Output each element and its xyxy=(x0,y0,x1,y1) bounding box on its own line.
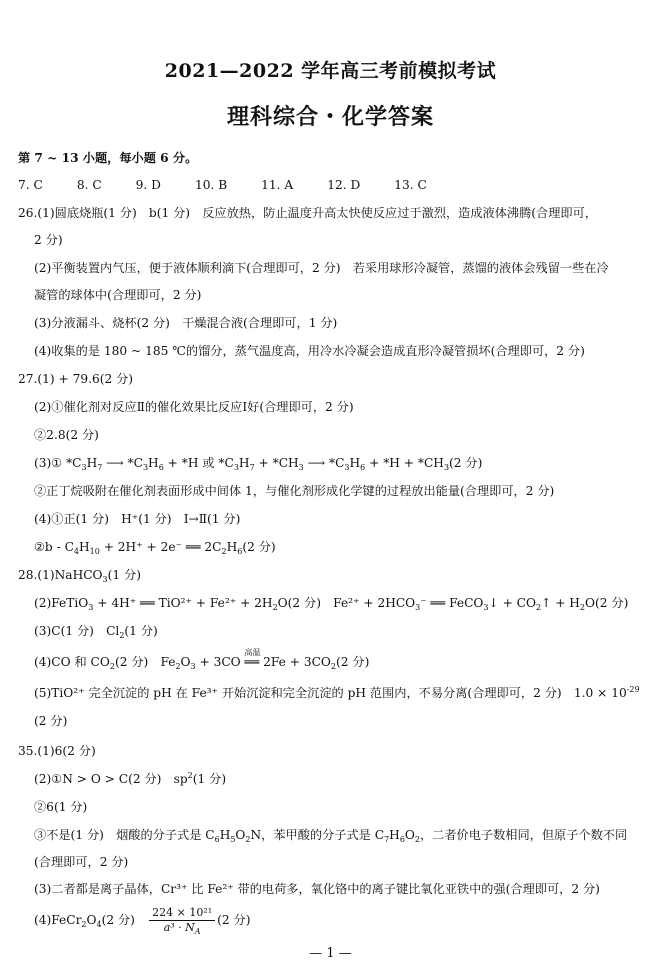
q35-line: (3)二者都是离子晶体，Cr³⁺ 比 Fe²⁺ 带的电荷多，氧化铬中的离子键比氧化亚铁中的强(合理即可，2 分) xyxy=(34,882,600,896)
q26-line: (3)分液漏斗、烧杯(2 分) 干燥混合液(合理即可，1 分) xyxy=(34,316,338,330)
q26-line: 凝管的球体中(合理即可，2 分) xyxy=(34,288,202,302)
q27-equation-line: ②b - $C_4H_{10} + 2H^+ + 2e^-$ ══ $2C_2H_6(2$ 分) xyxy=(34,540,276,556)
mc-answer: 8. C xyxy=(76,178,102,192)
q28-line: (5)TiO²⁺ 完全沉淀的 pH 在 Fe³⁺ 开始沉淀和完全沉淀的 pH 范围内，不易分离(合理即可，2 分) $1.0 \times 10^{-29}$ xyxy=(34,685,640,700)
q35-line: ③不是(1 分) 烟酸的分子式是 $C_6H_5O_2N$，苯甲酸的分子式是 $C_7H_6O_2$，二者价电子数相同，但原子个数不同 xyxy=(34,828,628,844)
q26-line: 26.(1)圆底烧瓶(1 分) b(1 分) 反应放热，防止温度升高太快使反应过于激烈，造成液体沸腾(合理即可， xyxy=(18,206,597,220)
q35-line: (合理即可，2 分) xyxy=(34,855,129,869)
q35-line: ②6(1 分) xyxy=(34,800,88,814)
density-fraction: $\frac{\text{224 × 10²¹}}{a^3 \cdot N_A}$ xyxy=(149,906,215,935)
q28-equation-line: (2)FeTiO$_3$ + 4H⁺ ══ $TiO^{2+} + Fe^{2+} + 2H_2O(2$ 分) $Fe^{2+} + 2HCO_3^-$ ══ FeCO$_3$↓ + $CO_2↑ + H_2O(2$ 分) xyxy=(34,596,629,612)
q26-line: (2)平衡装置内气压，便于液体顺利滴下(合理即可，2 分) 若采用球形冷凝管，蒸馏的液体会残留一些在冷 xyxy=(34,261,609,275)
q28-line: (2 分) xyxy=(34,714,68,728)
q27-line: (2)①催化剂对反应Ⅱ的催化效果比反应Ⅰ好(合理即可，2 分) xyxy=(34,400,354,414)
q26-line: 2 分) xyxy=(34,233,63,247)
mc-answer: 12. D xyxy=(327,178,361,192)
q27-line: ②2.8(2 分) xyxy=(34,428,99,442)
q27-equation-line: (3)① $*C_3H_7$ ⟶ $*C_3H_6 + *H$ 或 $*C_3H_7 + *CH_3$ ⟶ $*C_3H_6 + *H + *CH_3(2$ 分) xyxy=(34,456,483,472)
q28-equation-line: (4)CO 和 $CO_2(2$ 分) $Fe_2O_3 + 3CO$ 高温 ══ $2Fe + 3CO_2(2$ 分) xyxy=(34,648,370,671)
q35-line: (2)①N > O > C(2 分) $sp^2(1$ 分) xyxy=(34,771,227,786)
mc-answers xyxy=(18,176,646,194)
q27-line: 27.(1) + 79.6(2 分) xyxy=(18,372,134,386)
mc-answer: 11. A xyxy=(261,178,294,192)
q28-line: 28.(1)NaHCO$_3$(1 分) xyxy=(18,568,141,584)
mc-answer: 10. B xyxy=(194,178,228,192)
page-subtitle: 理科综合・化学答案 xyxy=(226,104,434,130)
q35-line: 35.(1)6(2 分) xyxy=(18,744,96,758)
mc-answer: 13. C xyxy=(394,178,427,192)
reaction-condition: 高温 ══ xyxy=(244,648,261,669)
mc-answer: 9. D xyxy=(135,178,161,192)
q28-line: (3)C(1 分) $Cl_2(1$ 分) xyxy=(34,624,158,640)
page-title: 2021—2022 学年高三考前模拟考试 xyxy=(164,60,497,82)
q27-line: ②正丁烷吸附在催化剂表面形成中间体 1，与催化剂形成化学键的过程放出能量(合理即可，2 分) xyxy=(34,484,555,498)
q35-line: $(4)FeCr_2O_4(2$ 分) $\frac{\text{224 × 10²¹}}{a^3 \cdot N_A}$ (2 分) xyxy=(34,906,251,936)
page-number: — 1 — xyxy=(309,946,352,961)
q26-line: (4)收集的是 180 ~ 185 ℃的馏分，蒸气温度高，用冷水冷凝会造成直形冷凝管损坏(合理即可，2 分) xyxy=(34,344,585,358)
intro-note: 第 7 ~ 13 小题，每小题 6 分。 xyxy=(18,151,198,165)
q27-line: (4)①正(1 分) H⁺(1 分) Ⅰ→Ⅱ(1 分) xyxy=(34,512,241,526)
mc-answer: 7. C xyxy=(18,178,43,192)
